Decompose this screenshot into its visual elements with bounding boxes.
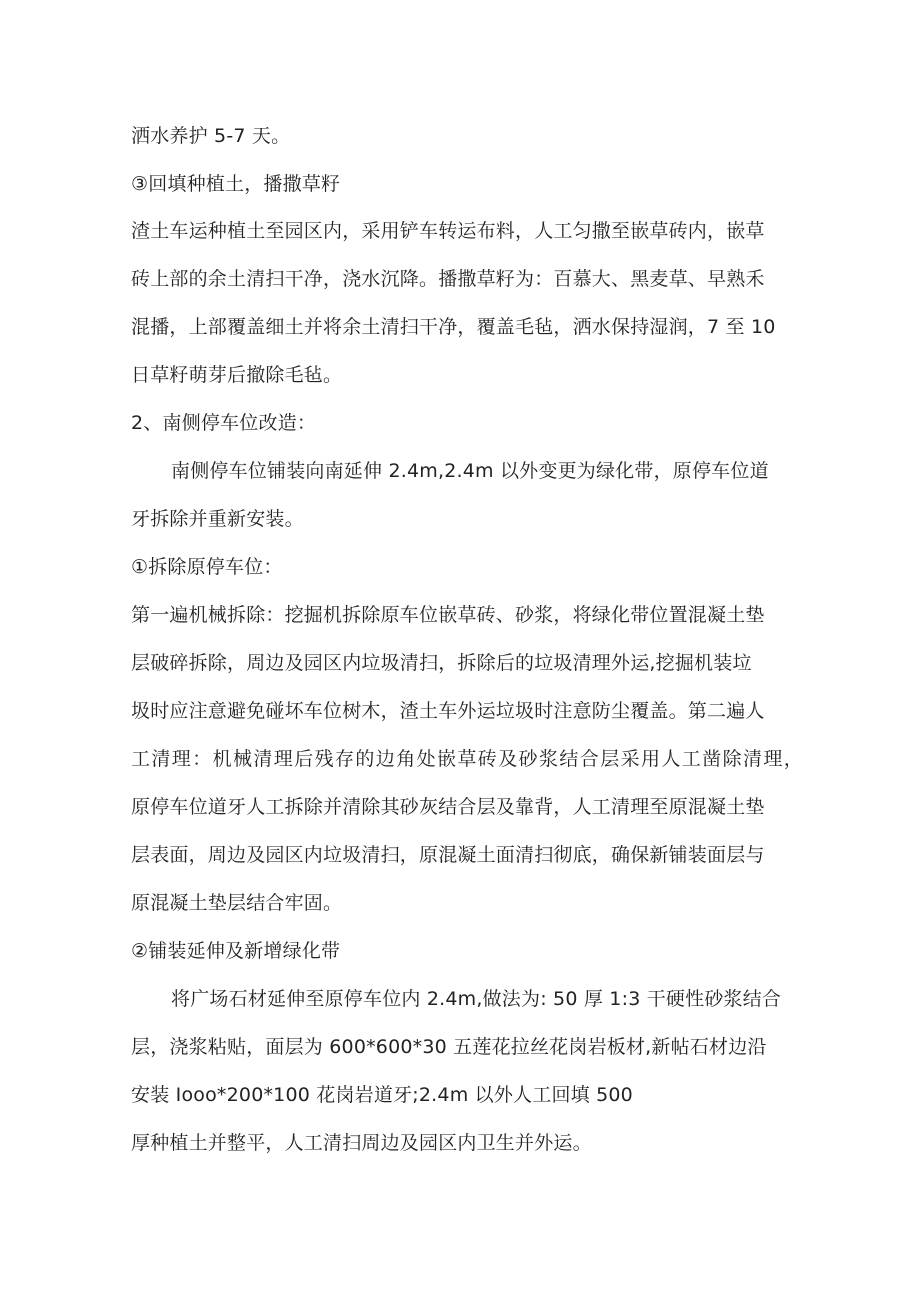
text-line-8: 南侧停车位铺装向南延伸 2.4m,2.4m 以外变更为绿化带，原停车位道 [171, 460, 769, 482]
section-heading-2: 2、南侧停车位改造： [131, 412, 317, 434]
text-line-22: 厚种植土并整平，人工清扫周边及园区内卫生并外运。 [131, 1132, 592, 1154]
text-line-10: ①拆除原停车位： [131, 556, 283, 578]
text-line-13: 圾时应注意避免碰坏车位树木，渣土车外运垃圾时注意防尘覆盖。第二遍人 [131, 700, 765, 722]
text-line-1: 洒水养护 5-7 天。 [131, 125, 291, 147]
text-line-17: 原混凝土垫层结合牢固。 [131, 892, 343, 914]
text-line-16: 层表面，周边及园区内垃圾清扫，原混凝土面清扫彻底，确保新铺装面层与 [131, 844, 765, 866]
text-line-2: ③回填种植土，播撒草籽 [131, 173, 341, 195]
text-line-6: 日草籽萌芽后撤除毛毡。 [131, 364, 343, 386]
text-line-3: 渣土车运种植土至园区内，采用铲车转运布料，人工匀撒至嵌草砖内，嵌草 [131, 220, 765, 242]
text-line-4: 砖上部的余土清扫干净，浇水沉降。播撒草籽为：百慕大、黑麦草、早熟禾 [131, 268, 765, 290]
text-line-5: 混播，上部覆盖细土并将余土清扫干净，覆盖毛毡，洒水保持湿润，7 至 10 [131, 316, 776, 338]
text-line-11: 第一遍机械拆除：挖掘机拆除原车位嵌草砖、砂浆，将绿化带位置混凝土垫 [131, 604, 765, 626]
text-line-14: 工清理：机械清理后残存的边角处嵌草砖及砂浆结合层采用人工凿除清理， [131, 748, 805, 770]
text-line-19: 将广场石材延伸至原停车位内 2.4m,做法为: 50 厚 1:3 干硬性砂浆结合 [171, 988, 782, 1010]
text-line-18: ②铺装延伸及新增绿化带 [131, 940, 341, 962]
text-line-20: 层，浇浆粘贴，面层为 600*600*30 五莲花拉丝花岗岩板材,新帖石材边沿 [131, 1036, 767, 1058]
text-line-21: 安装 Iooo*200*100 花岗岩道牙;2.4m 以外人工回填 500 [131, 1084, 633, 1106]
text-line-9: 牙拆除并重新安装。 [131, 508, 304, 530]
text-line-15: 原停车位道牙人工拆除并清除其砂灰结合层及靠背，人工清理至原混凝土垫 [131, 796, 765, 818]
text-line-12: 层破碎拆除，周边及园区内垃圾清扫，拆除后的垃圾清理外运,挖掘机装垃 [131, 652, 752, 674]
